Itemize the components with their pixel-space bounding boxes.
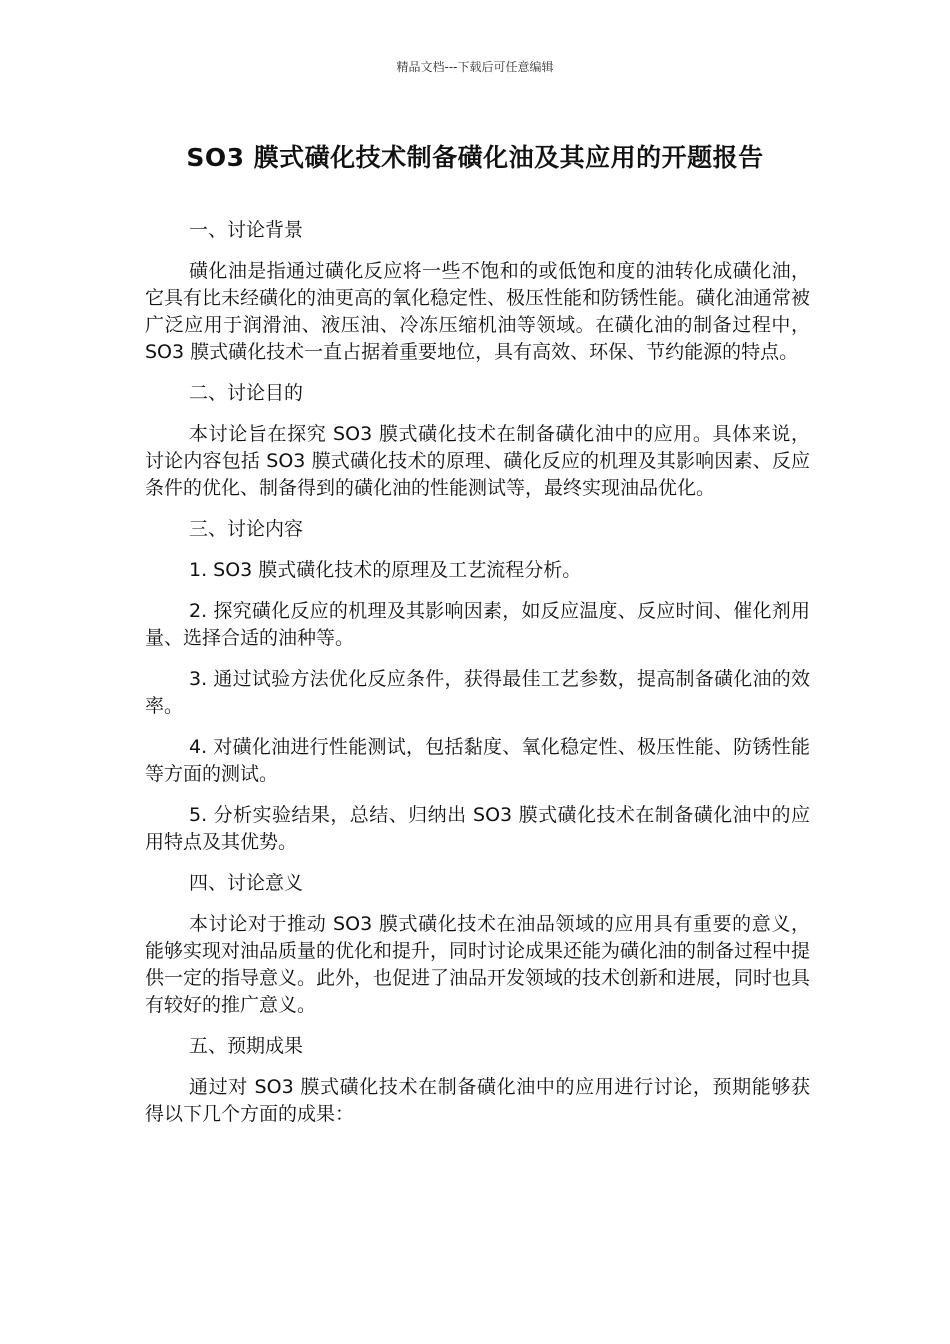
document-body xyxy=(145,217,810,1128)
document-title: SO3 膜式磺化技术制备磺化油及其应用的开题报告 xyxy=(186,143,764,172)
list-item-content-4: 4. 对磺化油进行性能测试，包括黏度、氧化稳定性、极压性能、防锈性能等方面的测试。 xyxy=(145,736,810,785)
paragraph-expected-results: 通过对 SO3 膜式磺化技术在制备磺化油中的应用进行讨论，预期能够获得以下几个方面的成果： xyxy=(145,1076,810,1125)
paragraph-background: 磺化油是指通过磺化反应将一些不饱和的或低饱和度的油转化成磺化油，它具有比未经磺化的油更高的氧化稳定性、极压性能和防锈性能。磺化油通常被广泛应用于润滑油、液压油、冷冻压缩机油等领域。在磺化油的制备过程中，SO3 膜式磺化技术一直占据着重要地位，具有高效、环保、节约能源的特点。 xyxy=(145,260,811,363)
paragraph-purpose: 本讨论旨在探究 SO3 膜式磺化技术在制备磺化油中的应用。具体来说，讨论内容包括 SO3 膜式磺化技术的原理、磺化反应的机理及其影响因素、反应条件的优化、制备得到的磺化油的性能测试等，最终实现油品优化。 xyxy=(145,423,810,499)
section-heading-background: 一、讨论背景 xyxy=(189,219,304,241)
list-item-content-2: 2. 探究磺化反应的机理及其影响因素，如反应温度、反应时间、催化剂用量、选择合适的油种等。 xyxy=(145,600,810,649)
section-heading-significance: 四、讨论意义 xyxy=(189,872,304,894)
section-heading-content: 三、讨论内容 xyxy=(189,518,304,540)
page-header: 精品文档---下载后可任意编辑 xyxy=(396,60,554,74)
section-heading-expected-results: 五、预期成果 xyxy=(189,1035,304,1057)
list-item-content-3: 3. 通过试验方法优化反应条件，获得最佳工艺参数，提高制备磺化油的效率。 xyxy=(145,668,810,717)
section-heading-purpose: 二、讨论目的 xyxy=(189,382,304,404)
list-item-content-5: 5. 分析实验结果，总结、归纳出 SO3 膜式磺化技术在制备磺化油中的应用特点及其优势。 xyxy=(145,804,810,853)
paragraph-significance: 本讨论对于推动 SO3 膜式磺化技术在油品领域的应用具有重要的意义，能够实现对油品质量的优化和提升，同时讨论成果还能为磺化油的制备过程中提供一定的指导意义。此外，也促进了油品开发领域的技术创新和进展，同时也具有较好的推广意义。 xyxy=(145,913,811,1016)
list-item-content-1: 1. SO3 膜式磺化技术的原理及工艺流程分析。 xyxy=(189,559,582,581)
